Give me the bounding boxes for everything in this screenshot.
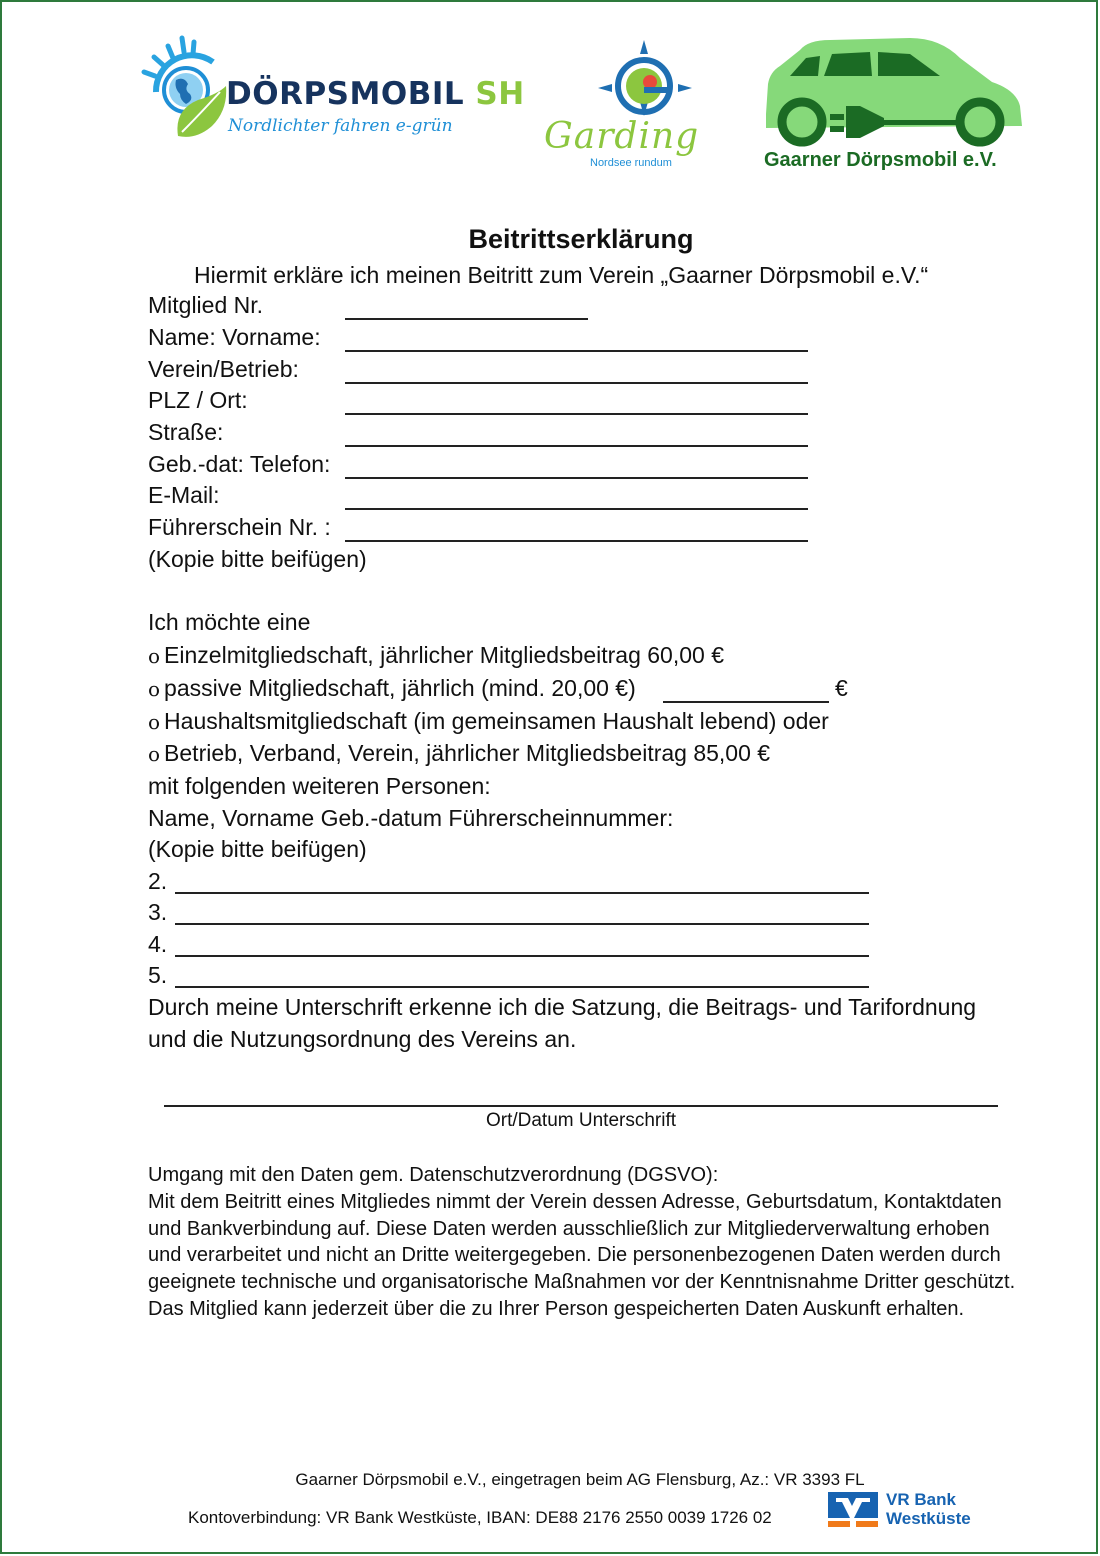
privacy-heading: Umgang mit den Daten gem. Datenschutzverordnung (DGSVO): xyxy=(148,1164,719,1186)
field-club-company xyxy=(148,356,344,383)
garding-logo xyxy=(542,38,702,173)
doerpsmobil-sh-wordmark xyxy=(226,76,525,112)
field-label: Straße: xyxy=(148,419,224,445)
privacy-notice xyxy=(148,1162,1028,1323)
field-label: E-Mail: xyxy=(148,482,220,508)
field-zip-city xyxy=(148,387,344,414)
garding-wordmark: Garding xyxy=(544,116,700,157)
person-number: 5. xyxy=(148,962,168,988)
vr-bank-logo xyxy=(826,1490,986,1532)
option-label: Betrieb, Verband, Verein, jährlicher Mitgliedsbeitrag 85,00 € xyxy=(164,740,771,766)
option-household[interactable] xyxy=(148,708,829,735)
club-company-input[interactable] xyxy=(345,382,808,384)
wordmark-accent: SH xyxy=(475,76,525,112)
field-label: Geb.-dat: Telefon: xyxy=(148,451,331,477)
vr-bank-line1: VR Bank xyxy=(886,1490,956,1509)
intro-text: Hiermit erkläre ich meinen Beitritt zum Verein „Gaarner Dörpsmobil e.V.“ xyxy=(194,262,929,288)
consent-text-line1: Durch meine Unterschrift erkenne ich die Satzung, die Beitrags- und Tarifordnung xyxy=(148,994,977,1020)
checkbox-icon[interactable]: o xyxy=(148,710,161,734)
membership-intro: Ich möchte eine xyxy=(148,609,311,635)
footer-bank-details: Kontoverbindung: VR Bank Westküste, IBAN: DE88 2176 2550 0039 1726 02 xyxy=(188,1508,772,1527)
street-input[interactable] xyxy=(345,445,808,447)
email-input[interactable] xyxy=(345,508,808,510)
option-business[interactable] xyxy=(148,740,770,767)
field-birthdate-phone xyxy=(148,451,344,478)
checkbox-icon[interactable]: o xyxy=(148,742,161,766)
garding-tagline: Nordsee rundum xyxy=(590,157,672,169)
field-street xyxy=(148,419,344,446)
field-label: Mitglied Nr. xyxy=(148,292,264,318)
signature-input[interactable] xyxy=(164,1105,998,1107)
signature-label: Ort/Datum Unterschrift xyxy=(485,1110,677,1131)
doerpsmobil-sh-logo xyxy=(138,32,525,142)
option-passive[interactable] xyxy=(148,675,636,702)
person-number: 4. xyxy=(148,931,168,957)
persons-copy-note: (Kopie bitte beifügen) xyxy=(148,836,367,862)
passive-amount-input[interactable] xyxy=(663,701,829,703)
checkbox-icon[interactable]: o xyxy=(148,677,161,701)
persons-columns: Name, Vorname Geb.-datum Führerscheinnummer: xyxy=(148,805,674,831)
checkbox-icon[interactable]: o xyxy=(148,644,161,668)
field-name xyxy=(148,324,344,351)
license-number-input[interactable] xyxy=(345,540,808,542)
zip-city-input[interactable] xyxy=(345,413,808,415)
electric-car-icon xyxy=(760,36,1030,148)
name-input[interactable] xyxy=(345,350,808,352)
page-title: Beitrittserklärung xyxy=(468,224,694,254)
birthdate-phone-input[interactable] xyxy=(345,477,808,479)
field-member-number xyxy=(148,292,344,319)
vr-bank-icon xyxy=(828,1492,878,1528)
option-label: passive Mitgliedschaft, jährlich (mind. 20,00 €) xyxy=(164,675,636,701)
person-4-input[interactable] xyxy=(175,955,869,957)
person-number: 2. xyxy=(148,868,168,894)
doerpsmobil-sh-tagline: Nordlichter fahren e-grün xyxy=(228,116,453,136)
member-number-input[interactable] xyxy=(345,318,588,320)
persons-intro: mit folgenden weiteren Personen: xyxy=(148,773,491,799)
euro-suffix: € xyxy=(835,675,848,701)
person-number: 3. xyxy=(148,899,168,925)
vr-bank-name xyxy=(886,1490,971,1528)
footer-registration: Gaarner Dörpsmobil e.V., eingetragen beim AG Flensburg, Az.: VR 3393 FL xyxy=(295,1470,865,1489)
copy-note: (Kopie bitte beifügen) xyxy=(148,546,367,572)
gaarner-doerpsmobil-logo xyxy=(760,36,1030,176)
compass-icon xyxy=(542,38,702,118)
option-individual[interactable] xyxy=(148,642,724,669)
option-label: Haushaltsmitgliedschaft (im gemeinsamen Haushalt lebend) oder xyxy=(164,708,829,734)
field-label: Verein/Betrieb: xyxy=(148,356,299,382)
field-email xyxy=(148,482,344,509)
field-license-number xyxy=(148,514,344,541)
field-label: Führerschein Nr. : xyxy=(148,514,331,540)
globe-sun-icon xyxy=(138,32,228,142)
vr-bank-line2: Westküste xyxy=(886,1509,971,1528)
person-5-input[interactable] xyxy=(175,986,869,988)
option-label: Einzelmitgliedschaft, jährlicher Mitgliedsbeitrag 60,00 € xyxy=(164,642,724,668)
privacy-text: Mit dem Beitritt eines Mitgliedes nimmt der Verein dessen Adresse, Geburtsdatum, Kontaktdaten und Bankverbindung auf. Diese Daten werden ausschließlich zur Mitgliederverwaltung erhoben und verarbeitet und nicht an Dritte weitergegeben. Die personenbezogenen Daten werden durch geeignete technische und organisatorische Maßnahmen vor der Kenntnisnahme Dritter geschützt. Das Mitglied kann jederzeit über die zu Ihrer Person gespeicherten Daten Auskunft erhalten. xyxy=(148,1190,1016,1320)
field-label: Name: Vorname: xyxy=(148,324,321,350)
gaarner-doerpsmobil-name: Gaarner Dörpsmobil e.V. xyxy=(764,149,997,171)
person-2-input[interactable] xyxy=(175,892,869,894)
field-label: PLZ / Ort: xyxy=(148,387,248,413)
consent-text-line2: und die Nutzungsordnung des Vereins an. xyxy=(148,1026,577,1052)
wordmark-main: DÖRPSMOBIL xyxy=(226,76,465,112)
person-3-input[interactable] xyxy=(175,923,869,925)
